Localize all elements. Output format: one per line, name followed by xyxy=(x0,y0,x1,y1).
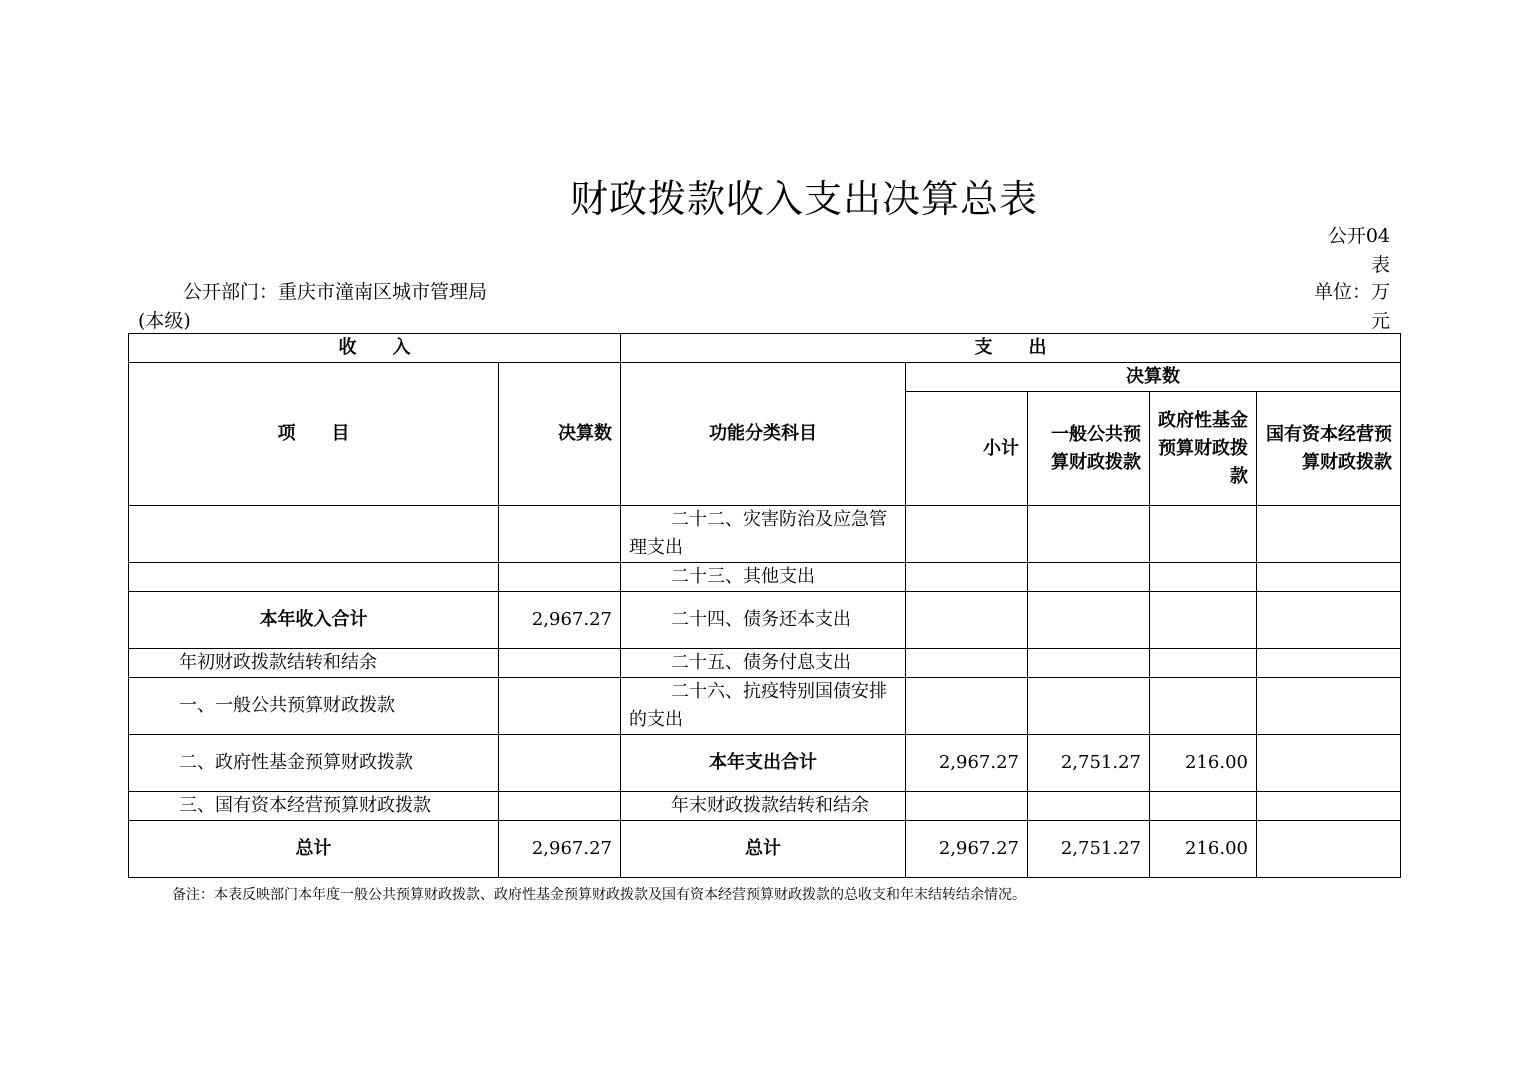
state-value xyxy=(1257,678,1401,735)
income-amount xyxy=(499,792,621,821)
table-row xyxy=(129,563,1401,592)
subtotal-header: 小计 xyxy=(906,392,1028,506)
form-number: 公开04表 xyxy=(1327,225,1390,276)
state-value xyxy=(1257,506,1401,563)
state-value xyxy=(1257,792,1401,821)
general-value xyxy=(1028,506,1150,563)
finance-table xyxy=(128,333,1401,878)
subtotal-value: 2,967.27 xyxy=(906,735,1028,792)
func-item: 年末财政拨款结转和结余 xyxy=(621,792,906,821)
income-item: 年初财政拨款结转和结余 xyxy=(129,649,499,678)
income-item: 总计 xyxy=(129,821,499,878)
table-row xyxy=(129,592,1401,649)
gov-value xyxy=(1150,678,1257,735)
department-label: 公开部门：重庆市潼南区城市管理局(本级) xyxy=(138,281,488,332)
income-amount xyxy=(499,506,621,563)
func-item: 二十三、其他支出 xyxy=(621,563,906,592)
general-value xyxy=(1028,592,1150,649)
subtotal-value xyxy=(906,506,1028,563)
income-item: 三、国有资本经营预算财政拨款 xyxy=(129,792,499,821)
income-amount xyxy=(499,735,621,792)
subtotal-value xyxy=(906,592,1028,649)
table-row xyxy=(129,649,1401,678)
income-header: 收 入 xyxy=(129,334,621,363)
general-value: 2,751.27 xyxy=(1028,735,1150,792)
func-item: 二十四、债务还本支出 xyxy=(621,592,906,649)
state-value xyxy=(1257,563,1401,592)
gov-value xyxy=(1150,792,1257,821)
page-title: 财政拨款收入支出决算总表 xyxy=(569,177,1038,221)
income-item xyxy=(129,563,499,592)
income-item xyxy=(129,506,499,563)
income-amount: 2,967.27 xyxy=(499,592,621,649)
amount-header: 决算数 xyxy=(499,363,621,506)
income-item: 二、政府性基金预算财政拨款 xyxy=(129,735,499,792)
subtotal-value xyxy=(906,792,1028,821)
general-value xyxy=(1028,678,1150,735)
gov-value xyxy=(1150,506,1257,563)
state-capital-header: 国有资本经营预算财政拨款 xyxy=(1257,392,1401,506)
gov-value: 216.00 xyxy=(1150,735,1257,792)
gov-value: 216.00 xyxy=(1150,821,1257,878)
income-amount xyxy=(499,563,621,592)
subtotal-value xyxy=(906,649,1028,678)
func-category-header: 功能分类科目 xyxy=(621,363,906,506)
income-amount xyxy=(499,678,621,735)
gov-value xyxy=(1150,649,1257,678)
gov-value xyxy=(1150,563,1257,592)
func-item: 二十六、抗疫特别国债安排的支出 xyxy=(621,678,906,735)
header-row-1 xyxy=(129,334,1401,363)
func-item: 二十五、债务付息支出 xyxy=(621,649,906,678)
state-value xyxy=(1257,821,1401,878)
unit-label: 单位：万元 xyxy=(1313,281,1390,332)
general-value: 2,751.27 xyxy=(1028,821,1150,878)
table-row xyxy=(129,506,1401,563)
footnote: 备注：本表反映部门本年度一般公共预算财政拨款、政府性基金预算财政拨款及国有资本经营预算财政拨款的总收支和年末结转结余情况。 xyxy=(172,887,1026,903)
state-value xyxy=(1257,592,1401,649)
general-value xyxy=(1028,563,1150,592)
table-row xyxy=(129,735,1401,792)
general-value xyxy=(1028,792,1150,821)
header-row-2 xyxy=(129,363,1401,392)
final-amount-header: 决算数 xyxy=(906,363,1401,392)
general-public-header: 一般公共预算财政拨款 xyxy=(1028,392,1150,506)
general-value xyxy=(1028,649,1150,678)
income-amount xyxy=(499,649,621,678)
item-header: 项 目 xyxy=(129,363,499,506)
gov-value xyxy=(1150,592,1257,649)
func-item: 本年支出合计 xyxy=(621,735,906,792)
income-item: 本年收入合计 xyxy=(129,592,499,649)
func-item: 总计 xyxy=(621,821,906,878)
table-row xyxy=(129,821,1401,878)
subtotal-value xyxy=(906,678,1028,735)
gov-fund-header: 政府性基金预算财政拨款 xyxy=(1150,392,1257,506)
state-value xyxy=(1257,649,1401,678)
expense-header: 支 出 xyxy=(621,334,1401,363)
func-item: 二十二、灾害防治及应急管理支出 xyxy=(621,506,906,563)
state-value xyxy=(1257,735,1401,792)
subtotal-value xyxy=(906,563,1028,592)
income-item: 一、一般公共预算财政拨款 xyxy=(129,678,499,735)
subtotal-value: 2,967.27 xyxy=(906,821,1028,878)
income-amount: 2,967.27 xyxy=(499,821,621,878)
table-row xyxy=(129,678,1401,735)
table-row xyxy=(129,792,1401,821)
